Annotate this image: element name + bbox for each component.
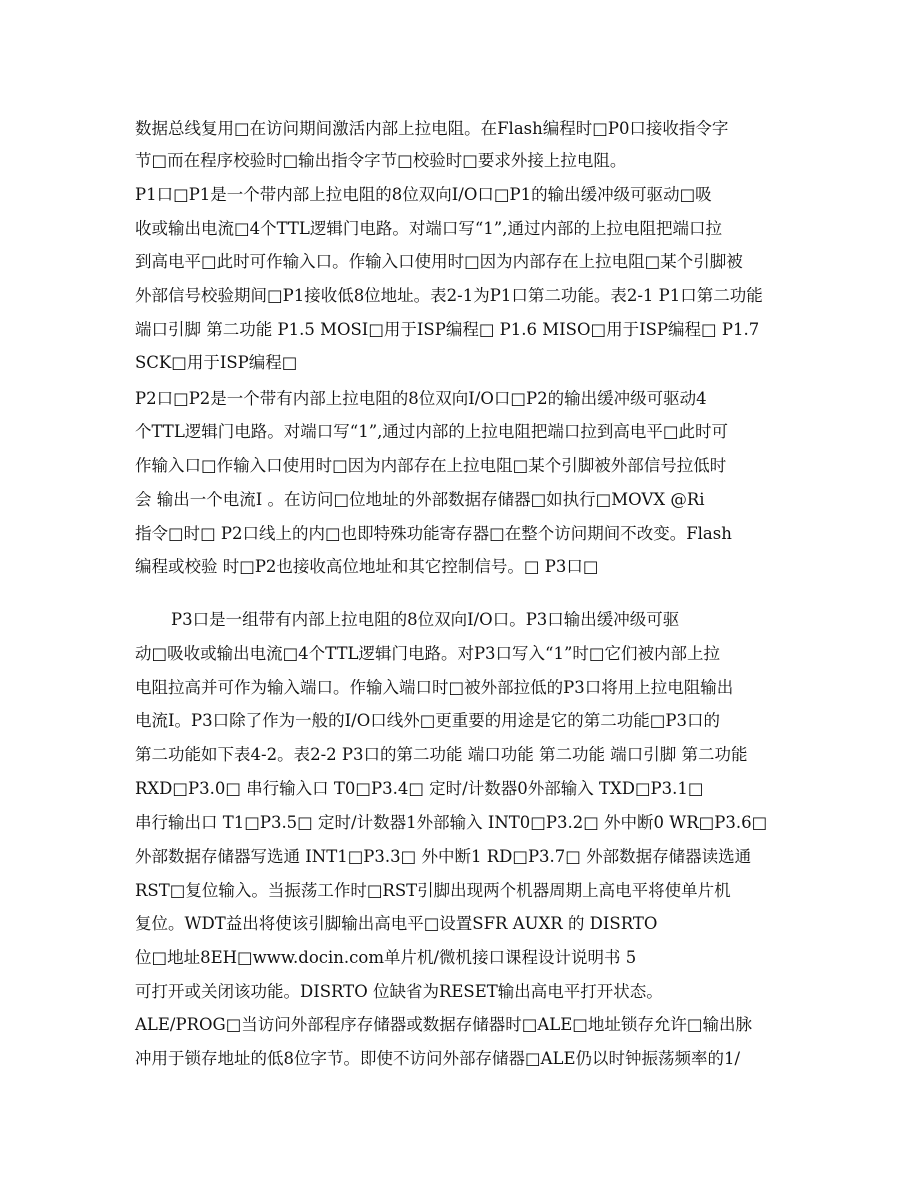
- text-line: 指令□时□ P2口线上的内□也即特殊功能寄存器□在整个访问期间不改变。Flash: [135, 524, 732, 543]
- text-line: 个TTL逻辑门电路。对端口写“1”,通过内部的上拉电阻把端口拉到高电平□此时可: [135, 422, 728, 441]
- text-line: 到高电平□此时可作输入口。作输入口使用时□因为内部存在上拉电阻□某个引脚被: [135, 252, 743, 271]
- text-line: RST□复位输入。当振荡工作时□RST引脚出现两个机器周期上高电平将使单片机: [135, 881, 731, 900]
- text-line: 复位。WDT益出将使该引脚输出高电平□设置SFR AUXR 的 DISRTO: [135, 914, 658, 933]
- text-line: 位□地址8EH□www.docin.com单片机/微机接口课程设计说明书 5: [135, 948, 637, 967]
- text-line: P1口□P1是一个带内部上拉电阻的8位双向I/O口□P1的输出缓冲级可驱动□吸: [135, 185, 712, 204]
- text-line: 数据总线复用□在访问期间激活内部上拉电阻。在Flash编程时□P0口接收指令字: [135, 119, 729, 138]
- text-line: 动□吸收或输出电流□4个TTL逻辑门电路。对P3口写入“1”时□它们被内部上拉: [135, 644, 721, 663]
- text-line: 收或输出电流□4个TTL逻辑门电路。对端口写“1”,通过内部的上拉电阻把端口拉: [135, 219, 722, 238]
- text-line: 可打开或关闭该功能。DISRTO 位缺省为RESET输出高电平打开状态。: [135, 982, 663, 1001]
- text-line: 外部数据存储器写选通 INT1□P3.3□ 外中断1 RD□P3.7□ 外部数据存储器读选通: [135, 847, 752, 866]
- text-line: P2口□P2是一个带有内部上拉电阻的8位双向I/O口□P2的输出缓冲级可驱动4: [135, 389, 707, 408]
- text-line: 电阻拉高并可作为输入端口。作输入端口时□被外部拉低的P3口将用上拉电阻输出: [135, 678, 734, 697]
- text-line: 串行输出口 T1□P3.5□ 定时/计数器1外部输入 INT0□P3.2□ 外中断0 WR□P3.6□: [135, 813, 768, 832]
- text-line: 编程或校验 时□P2也接收高位地址和其它控制信号。□ P3口□: [135, 557, 599, 576]
- text-line: SCK□用于ISP编程□: [135, 353, 298, 372]
- text-line: 电流I。P3口除了作为一般的I/O口线外□更重要的用途是它的第二功能□P3口的: [135, 711, 721, 730]
- text-line: 冲用于锁存地址的低8位字节。即使不访问外部存储器□ALE仍以时钟振荡频率的1/: [135, 1049, 741, 1068]
- text-line: 第二功能如下表4-2。表2-2 P3口的第二功能 端口功能 第二功能 端口引脚 第二功能: [135, 745, 748, 764]
- text-line: 外部信号校验期间□P1接收低8位地址。表2-1为P1口第二功能。表2-1 P1口第二功能: [135, 286, 763, 305]
- text-line: 作输入口□作输入口使用时□因为内部存在上拉电阻□某个引脚被外部信号拉低时: [135, 456, 727, 475]
- text-line: 会 输出一个电流I 。在访问□位地址的外部数据存储器□如执行□MOVX @Ri: [135, 490, 705, 509]
- text-line: 端口引脚 第二功能 P1.5 MOSI□用于ISP编程□ P1.6 MISO□用于ISP编程□ P1.7: [135, 320, 760, 339]
- text-line: RXD□P3.0□ 串行输入口 T0□P3.4□ 定时/计数器0外部输入 TXD□P3.1□: [135, 779, 704, 798]
- text-line: ALE/PROG□当访问外部程序存储器或数据存储器时□ALE□地址锁存允许□输出脉: [135, 1015, 752, 1034]
- text-line: P3口是一组带有内部上拉电阻的8位双向I/O口。P3口输出缓冲级可驱: [171, 610, 680, 629]
- text-line: 节□而在程序校验时□输出指令字节□校验时□要求外接上拉电阻。: [135, 151, 627, 170]
